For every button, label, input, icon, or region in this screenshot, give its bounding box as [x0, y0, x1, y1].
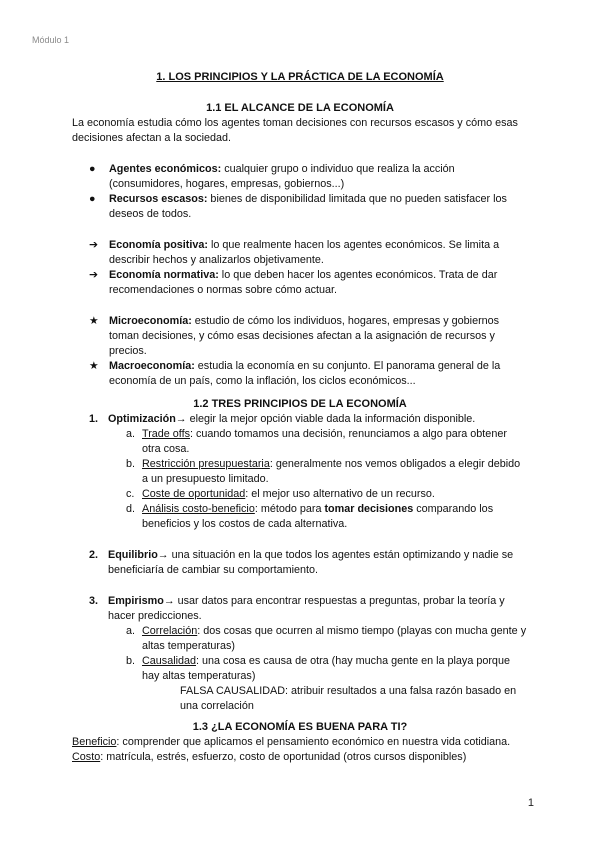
star-list	[72, 314, 528, 389]
sub-item: b. Restricción presupuestaria: generalmente nos vemos obligados a elegir debido a un presupuesto limitado.	[126, 458, 521, 485]
section-heading-1-2: 1.2 TRES PRINCIPIOS DE LA ECONOMÍA	[193, 398, 407, 410]
sub-item: d. Análisis costo-beneficio: método para tomar decisiones comparando los beneficios y los costos de cada alternativa.	[126, 503, 494, 530]
section-heading-1-1: 1.1 EL ALCANCE DE LA ECONOMÍA	[206, 102, 394, 114]
benefit-line: Beneficio: comprender que aplicamos el pensamiento económico en nuestra vida cotidiana.	[72, 736, 511, 748]
section-intro: La economía estudia cómo los agentes toman decisiones con recursos escasos y cómo esas decisiones afectan a la sociedad.	[72, 117, 518, 144]
bullet-dot-icon: ●	[89, 193, 96, 205]
star-icon: ★	[89, 315, 99, 327]
principle-equilibrio: 2. Equilibrio→ una situación en la que todos los agentes están optimizando y nadie se beneficiaría de cambiar su comportamiento.	[89, 549, 514, 576]
list-item: ★ Macroeconomía: estudia la economía en su conjunto. El panorama general de la economía de un país, como la inflación, los ciclos económicos...	[89, 360, 501, 387]
star-icon: ★	[89, 360, 99, 372]
sub-item: c. Coste de oportunidad: el mejor uso alternativo de un recurso.	[126, 488, 435, 500]
arrow-right-icon: ➔	[89, 269, 99, 281]
false-causality-note: FALSA CAUSALIDAD: atribuir resultados a una falsa razón basado en una correlación	[180, 685, 517, 712]
arrow-right-icon: ➔	[89, 239, 99, 251]
cost-line: Costo: matrícula, estrés, esfuerzo, costo de oportunidad (otros cursos disponibles)	[72, 751, 467, 763]
list-item: ● Agentes económicos: cualquier grupo o individuo que realiza la acción (consumidores, hogares, empresas, gobiernos...)	[89, 163, 455, 190]
document-page	[72, 70, 528, 765]
list-item: ➔ Economía normativa: lo que deben hacer los agentes económicos. Trata de dar recomendaciones o normas sobre cómo actuar.	[89, 269, 498, 296]
section-heading-1-3: 1.3 ¿LA ECONOMÍA ES BUENA PARA TI?	[192, 721, 408, 733]
page-number: 1	[527, 797, 534, 809]
principle-optimizacion: 1. Optimización→ elegir la mejor opción viable dada la información disponible.	[89, 413, 476, 425]
page-title: 1. LOS PRINCIPIOS Y LA PRÁCTICA DE LA ECONOMÍA	[156, 71, 444, 83]
bullet-list	[72, 162, 528, 222]
sub-item: a. Trade offs: cuando tomamos una decisión, renunciamos a algo para obtener otra cosa.	[126, 428, 507, 455]
list-item: ★ Microeconomía: estudio de cómo los individuos, hogares, empresas y gobiernos toman decisiones, y cómo esas decisiones afectan a la asignación de recursos y precios.	[89, 315, 500, 357]
sub-item: b. Causalidad: una cosa es causa de otra (hay mucha gente en la playa porque hay altas temperaturas)	[126, 655, 510, 682]
sub-item: a. Correlación: dos cosas que ocurren al mismo tiempo (playas con mucha gente y altas temperaturas)	[126, 625, 527, 652]
list-item: ➔ Economía positiva: lo que realmente hacen los agentes económicos. Se limita a describir hechos y analizarlos objetivamente.	[89, 239, 500, 266]
arrow-list	[72, 238, 528, 298]
bullet-dot-icon: ●	[89, 163, 96, 175]
list-item: ● Recursos escasos: bienes de disponibilidad limitada que no pueden satisfacer los deseos de todos.	[89, 193, 507, 220]
principle-empirismo: 3. Empirismo→ usar datos para encontrar respuestas a preguntas, probar la teoría y hacer predicciones.	[89, 595, 505, 622]
running-header: Módulo 1	[32, 35, 70, 45]
